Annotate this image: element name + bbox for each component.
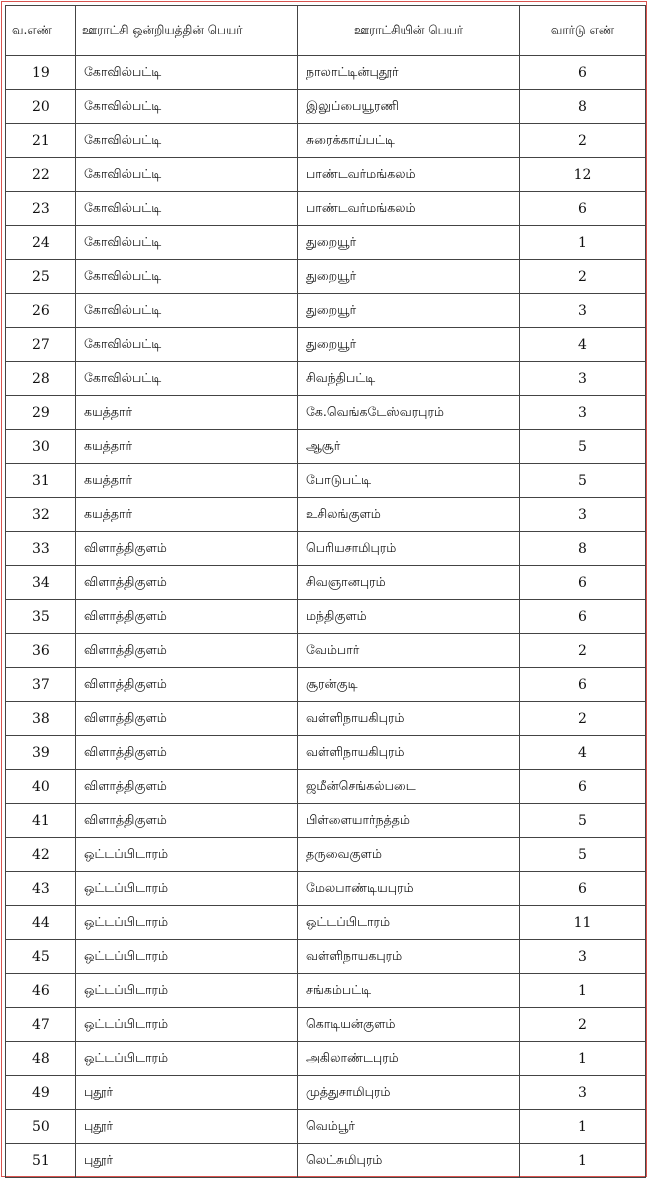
table-row <box>6 838 646 872</box>
table-row <box>6 702 646 736</box>
panchayat-name-cell: மந்திகுளம் <box>298 600 520 634</box>
serial-number-cell: 23 <box>6 192 76 226</box>
table-row <box>6 396 646 430</box>
union-name-cell: கோவில்பட்டி <box>76 56 298 90</box>
ward-number-cell: 5 <box>520 804 646 838</box>
panchayat-name-cell: ஆசூர் <box>298 430 520 464</box>
panchayat-name-cell: பிள்ளையார்நத்தம் <box>298 804 520 838</box>
ward-number-cell: 4 <box>520 328 646 362</box>
serial-number-cell: 33 <box>6 532 76 566</box>
panchayat-name-cell: போடுபட்டி <box>298 464 520 498</box>
ward-number-cell: 8 <box>520 532 646 566</box>
ward-number-cell: 3 <box>520 498 646 532</box>
table-row <box>6 464 646 498</box>
union-name-cell: விளாத்திகுளம் <box>76 736 298 770</box>
table-row <box>6 804 646 838</box>
serial-number-cell: 19 <box>6 56 76 90</box>
panchayat-name-cell: துறையூர் <box>298 260 520 294</box>
serial-number-cell: 31 <box>6 464 76 498</box>
ward-number-cell: 3 <box>520 940 646 974</box>
serial-number-cell: 34 <box>6 566 76 600</box>
union-name-cell: கயத்தார் <box>76 464 298 498</box>
table-row <box>6 770 646 804</box>
union-name-cell: கோவில்பட்டி <box>76 158 298 192</box>
panchayat-name-cell: நாலாட்டின்புதூர் <box>298 56 520 90</box>
table-row <box>6 940 646 974</box>
union-name-cell: கோவில்பட்டி <box>76 260 298 294</box>
serial-number-cell: 40 <box>6 770 76 804</box>
union-name-cell: புதூர் <box>76 1110 298 1144</box>
panchayat-name-cell: கே.வெங்கடேஸ்வரபுரம் <box>298 396 520 430</box>
union-name-cell: கோவில்பட்டி <box>76 362 298 396</box>
union-name-cell: கயத்தார் <box>76 498 298 532</box>
table-row <box>6 226 646 260</box>
panchayat-name-cell: பாண்டவர்மங்கலம் <box>298 158 520 192</box>
panchayat-name-cell: உசிலங்குளம் <box>298 498 520 532</box>
serial-number-cell: 21 <box>6 124 76 158</box>
union-name-cell: ஒட்டப்பிடாரம் <box>76 838 298 872</box>
union-name-cell: கோவில்பட்டி <box>76 192 298 226</box>
table-row <box>6 1008 646 1042</box>
table-row <box>6 192 646 226</box>
ward-number-cell: 3 <box>520 362 646 396</box>
ward-number-cell: 6 <box>520 600 646 634</box>
union-name-cell: ஒட்டப்பிடாரம் <box>76 940 298 974</box>
ward-number-cell: 12 <box>520 158 646 192</box>
ward-number-cell: 1 <box>520 226 646 260</box>
table-row <box>6 56 646 90</box>
union-name-cell: விளாத்திகுளம் <box>76 600 298 634</box>
panchayat-name-cell: துறையூர் <box>298 328 520 362</box>
panchayat-name-cell: முத்துசாமிபுரம் <box>298 1076 520 1110</box>
serial-number-cell: 30 <box>6 430 76 464</box>
panchayat-name-cell: இலுப்பையூரணி <box>298 90 520 124</box>
table-row <box>6 1144 646 1178</box>
ward-number-cell: 1 <box>520 1110 646 1144</box>
panchayat-name-cell: வேம்பார் <box>298 634 520 668</box>
serial-number-cell: 36 <box>6 634 76 668</box>
table-row <box>6 634 646 668</box>
ward-number-cell: 6 <box>520 770 646 804</box>
union-name-cell: கோவில்பட்டி <box>76 294 298 328</box>
panchayat-name-cell: ஒட்டப்பிடாரம் <box>298 906 520 940</box>
serial-number-cell: 50 <box>6 1110 76 1144</box>
serial-number-cell: 25 <box>6 260 76 294</box>
ward-number-cell: 5 <box>520 464 646 498</box>
ward-number-cell: 3 <box>520 1076 646 1110</box>
ward-number-cell: 8 <box>520 90 646 124</box>
union-name-cell: புதூர் <box>76 1144 298 1178</box>
union-name-cell: கயத்தார் <box>76 430 298 464</box>
serial-number-cell: 35 <box>6 600 76 634</box>
serial-number-cell: 43 <box>6 872 76 906</box>
union-name-cell: விளாத்திகுளம் <box>76 566 298 600</box>
union-name-cell: ஒட்டப்பிடாரம் <box>76 906 298 940</box>
table-row <box>6 872 646 906</box>
union-name-cell: கோவில்பட்டி <box>76 328 298 362</box>
table-row <box>6 362 646 396</box>
panchayat-name-cell: கொடியன்குளம் <box>298 1008 520 1042</box>
serial-number-cell: 48 <box>6 1042 76 1076</box>
ward-number-cell: 3 <box>520 396 646 430</box>
panchayat-name-cell: வள்ளிநாயகபுரம் <box>298 940 520 974</box>
union-name-cell: விளாத்திகுளம் <box>76 770 298 804</box>
table-row <box>6 736 646 770</box>
serial-number-cell: 28 <box>6 362 76 396</box>
serial-number-cell: 22 <box>6 158 76 192</box>
ward-number-cell: 2 <box>520 1008 646 1042</box>
serial-number-cell: 49 <box>6 1076 76 1110</box>
table-row <box>6 328 646 362</box>
table-row <box>6 294 646 328</box>
ward-number-cell: 5 <box>520 838 646 872</box>
serial-number-cell: 27 <box>6 328 76 362</box>
union-name-cell: ஒட்டப்பிடாரம் <box>76 974 298 1008</box>
union-name-cell: விளாத்திகுளம் <box>76 804 298 838</box>
ward-number-cell: 6 <box>520 668 646 702</box>
ward-number-cell: 4 <box>520 736 646 770</box>
panchayat-name-cell: சிவந்திபட்டி <box>298 362 520 396</box>
ward-number-cell: 6 <box>520 566 646 600</box>
table-row <box>6 1110 646 1144</box>
table-row <box>6 668 646 702</box>
ward-number-cell: 6 <box>520 192 646 226</box>
panchayat-name-cell: தருவைகுளம் <box>298 838 520 872</box>
union-name-cell: கோவில்பட்டி <box>76 226 298 260</box>
union-name-cell: புதூர் <box>76 1076 298 1110</box>
header-row <box>6 6 646 56</box>
union-name-cell: விளாத்திகுளம் <box>76 668 298 702</box>
table-body <box>6 56 646 1178</box>
serial-number-cell: 42 <box>6 838 76 872</box>
panchayat-name-cell: வெம்பூர் <box>298 1110 520 1144</box>
ward-number-cell: 5 <box>520 430 646 464</box>
union-name-cell: ஒட்டப்பிடாரம் <box>76 872 298 906</box>
table-header <box>6 6 646 56</box>
panchayat-name-cell: லெட்சுமிபுரம் <box>298 1144 520 1178</box>
table-row <box>6 124 646 158</box>
serial-number-cell: 44 <box>6 906 76 940</box>
panchayat-name-cell: சிவஞானபுரம் <box>298 566 520 600</box>
table-row <box>6 600 646 634</box>
ward-number-cell: 11 <box>520 906 646 940</box>
serial-number-cell: 24 <box>6 226 76 260</box>
panchayat-name-cell: ஜமீன்செங்கல்படை <box>298 770 520 804</box>
ward-number-cell: 2 <box>520 634 646 668</box>
panchayat-name-cell: துறையூர் <box>298 294 520 328</box>
panchayat-name-cell: வள்ளிநாயகிபுரம் <box>298 736 520 770</box>
table-row <box>6 158 646 192</box>
table-row <box>6 430 646 464</box>
ward-number-cell: 2 <box>520 124 646 158</box>
serial-number-cell: 37 <box>6 668 76 702</box>
union-name-cell: ஒட்டப்பிடாரம் <box>76 1042 298 1076</box>
panchayat-name-cell: சூரன்குடி <box>298 668 520 702</box>
ward-number-cell: 1 <box>520 1042 646 1076</box>
union-name-cell: ஒட்டப்பிடாரம் <box>76 1008 298 1042</box>
ward-number-cell: 6 <box>520 56 646 90</box>
union-name-cell: விளாத்திகுளம் <box>76 532 298 566</box>
panchayat-name-cell: சுரைக்காய்பட்டி <box>298 124 520 158</box>
serial-number-cell: 46 <box>6 974 76 1008</box>
ward-number-cell: 1 <box>520 974 646 1008</box>
panchayat-name-cell: மேலபாண்டியபுரம் <box>298 872 520 906</box>
table-row <box>6 498 646 532</box>
union-name-cell: விளாத்திகுளம் <box>76 634 298 668</box>
document-page <box>1 1 647 1177</box>
union-name-cell: கோவில்பட்டி <box>76 90 298 124</box>
union-name-cell: கோவில்பட்டி <box>76 124 298 158</box>
header-union-name: ஊராட்சி ஒன்றியத்தின் பெயர் <box>76 6 298 56</box>
panchayat-name-cell: அகிலாண்டபுரம் <box>298 1042 520 1076</box>
table-row <box>6 90 646 124</box>
header-serial-number: வ.எண் <box>6 6 76 56</box>
header-ward-number: வார்டு எண் <box>520 6 646 56</box>
table-row <box>6 906 646 940</box>
union-name-cell: கயத்தார் <box>76 396 298 430</box>
table-row <box>6 974 646 1008</box>
serial-number-cell: 51 <box>6 1144 76 1178</box>
ward-number-cell: 6 <box>520 872 646 906</box>
serial-number-cell: 26 <box>6 294 76 328</box>
ward-number-cell: 1 <box>520 1144 646 1178</box>
panchayat-name-cell: சங்கம்பட்டி <box>298 974 520 1008</box>
ward-list-table <box>5 5 646 1178</box>
ward-number-cell: 3 <box>520 294 646 328</box>
table-row <box>6 1042 646 1076</box>
table-row <box>6 566 646 600</box>
serial-number-cell: 41 <box>6 804 76 838</box>
panchayat-name-cell: துறையூர் <box>298 226 520 260</box>
header-panchayat-name: ஊராட்சியின் பெயர் <box>298 6 520 56</box>
union-name-cell: விளாத்திகுளம் <box>76 702 298 736</box>
ward-number-cell: 2 <box>520 260 646 294</box>
panchayat-name-cell: பெரியசாமிபுரம் <box>298 532 520 566</box>
serial-number-cell: 29 <box>6 396 76 430</box>
panchayat-name-cell: வள்ளிநாயகிபுரம் <box>298 702 520 736</box>
serial-number-cell: 38 <box>6 702 76 736</box>
serial-number-cell: 45 <box>6 940 76 974</box>
ward-number-cell: 2 <box>520 702 646 736</box>
serial-number-cell: 32 <box>6 498 76 532</box>
serial-number-cell: 20 <box>6 90 76 124</box>
serial-number-cell: 47 <box>6 1008 76 1042</box>
table-row <box>6 1076 646 1110</box>
panchayat-name-cell: பாண்டவர்மங்கலம் <box>298 192 520 226</box>
table-row <box>6 260 646 294</box>
serial-number-cell: 39 <box>6 736 76 770</box>
table-row <box>6 532 646 566</box>
